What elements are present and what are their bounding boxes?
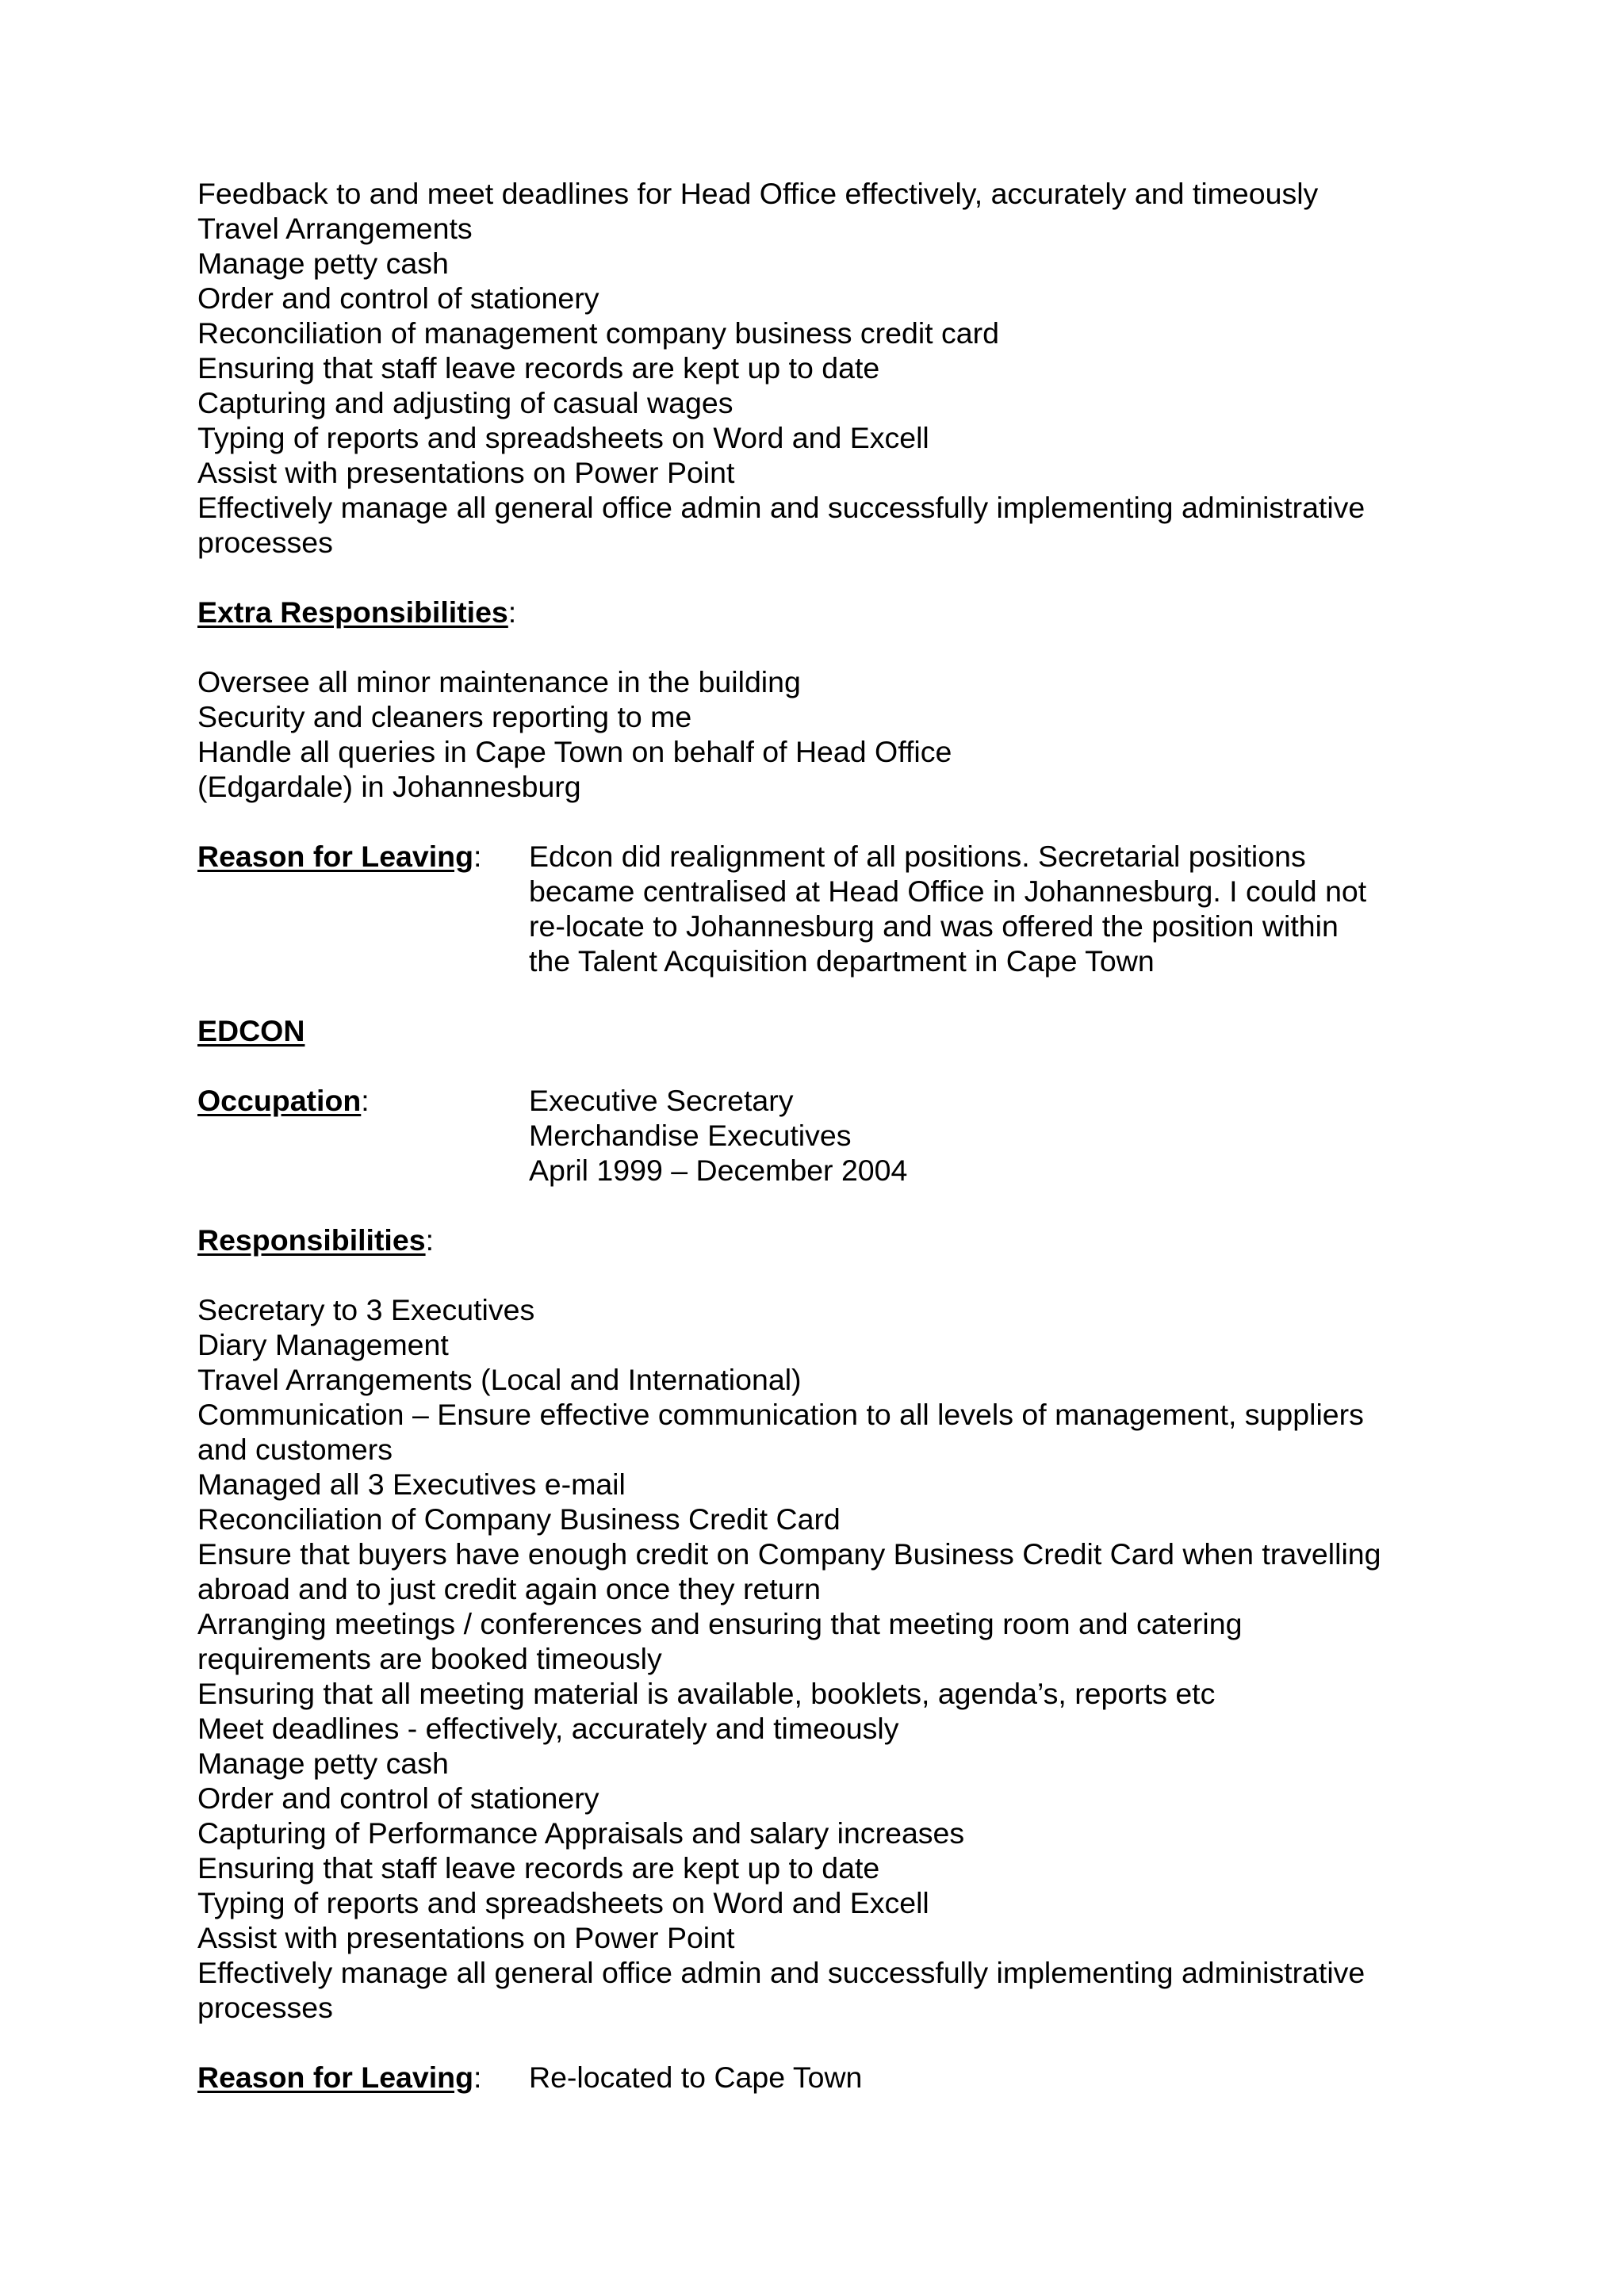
responsibilities-heading: Responsibilities: [197, 1223, 434, 1257]
responsibilities-list [197, 1292, 1434, 2025]
list-item: Order and control of stationery [197, 281, 599, 315]
list-item: Reconciliation of Company Business Credit Card [197, 1502, 841, 1536]
list-item-continued: processes [197, 1991, 333, 2024]
list-item: Ensuring that all meeting material is available, booklets, agenda’s, reports etc [197, 1677, 1216, 1710]
list-item: Meet deadlines - effectively, accurately and timeously [197, 1712, 899, 1745]
list-item: Ensuring that staff leave records are kept up to date [197, 351, 880, 385]
employment-period: April 1999 – December 2004 [529, 1154, 908, 1187]
list-item: Typing of reports and spreadsheets on Word and Excell [197, 1886, 929, 1919]
list-item: Secretary to 3 Executives [197, 1293, 535, 1326]
job-title: Executive Secretary [529, 1084, 794, 1117]
list-item: Diary Management [197, 1328, 449, 1361]
list-item: Handle all queries in Cape Town on behalf of Head Office [197, 735, 952, 768]
reason-for-leaving-text: Edcon did realignment of all positions. Secretarial positions became centralised at Head Office in Johannesburg. I could not re-locate to Johannesburg and was offered the position within the Talent Acquisition department in Cape Town [529, 840, 1367, 978]
list-item: Arranging meetings / conferences and ensuring that meeting room and catering [197, 1607, 1243, 1640]
list-item: Reconciliation of management company business credit card [197, 316, 999, 350]
department: Merchandise Executives [529, 1119, 852, 1152]
list-item: Communication – Ensure effective communication to all levels of management, suppliers [197, 1398, 1364, 1431]
duties-list [197, 176, 1434, 560]
list-item-continued: and customers [197, 1433, 393, 1466]
list-item-continued: requirements are booked timeously [197, 1642, 662, 1675]
list-item: Manage petty cash [197, 1747, 449, 1780]
list-item: Capturing of Performance Appraisals and salary increases [197, 1816, 965, 1850]
reason-for-leaving-section-2 [197, 2060, 1434, 2095]
extra-responsibilities-heading: Extra Responsibilities: [197, 595, 517, 629]
list-item: Ensuring that staff leave records are kept up to date [197, 1851, 880, 1885]
reason-for-leaving-label: Reason for Leaving: [197, 840, 482, 873]
list-item: Effectively manage all general office admin and successfully implementing administrative [197, 1956, 1365, 1989]
extra-responsibilities-list [197, 664, 1434, 804]
list-item: Manage petty cash [197, 247, 449, 280]
list-item: Order and control of stationery [197, 1781, 599, 1815]
occupation-details [529, 1083, 1434, 1188]
occupation-label: Occupation: [197, 1084, 370, 1117]
list-item: Capturing and adjusting of casual wages [197, 386, 733, 419]
list-item: Ensure that buyers have enough credit on Company Business Credit Card when travelling [197, 1537, 1381, 1571]
occupation-section [197, 1083, 1434, 1188]
list-item: (Edgardale) in Johannesburg [197, 770, 581, 803]
list-item: Travel Arrangements (Local and International) [197, 1363, 802, 1396]
reason-for-leaving-label: Reason for Leaving: [197, 2061, 482, 2094]
list-item: Assist with presentations on Power Point [197, 456, 735, 489]
list-item: Travel Arrangements [197, 212, 473, 245]
list-item-continued: abroad and to just credit again once they return [197, 1572, 821, 1605]
reason-for-leaving-section [197, 839, 1434, 978]
list-item-continued: processes [197, 526, 333, 559]
list-item: Typing of reports and spreadsheets on Word and Excell [197, 421, 929, 454]
company-heading: EDCON [197, 1014, 305, 1047]
list-item: Managed all 3 Executives e-mail [197, 1468, 626, 1501]
reason-for-leaving-text: Re-located to Cape Town [529, 2061, 863, 2094]
list-item: Effectively manage all general office admin and successfully implementing administrative [197, 491, 1365, 524]
list-item: Oversee all minor maintenance in the building [197, 665, 801, 698]
list-item: Security and cleaners reporting to me [197, 700, 692, 733]
list-item: Feedback to and meet deadlines for Head Office effectively, accurately and timeously [197, 177, 1319, 210]
document-page [197, 176, 1434, 2095]
list-item: Assist with presentations on Power Point [197, 1921, 735, 1954]
